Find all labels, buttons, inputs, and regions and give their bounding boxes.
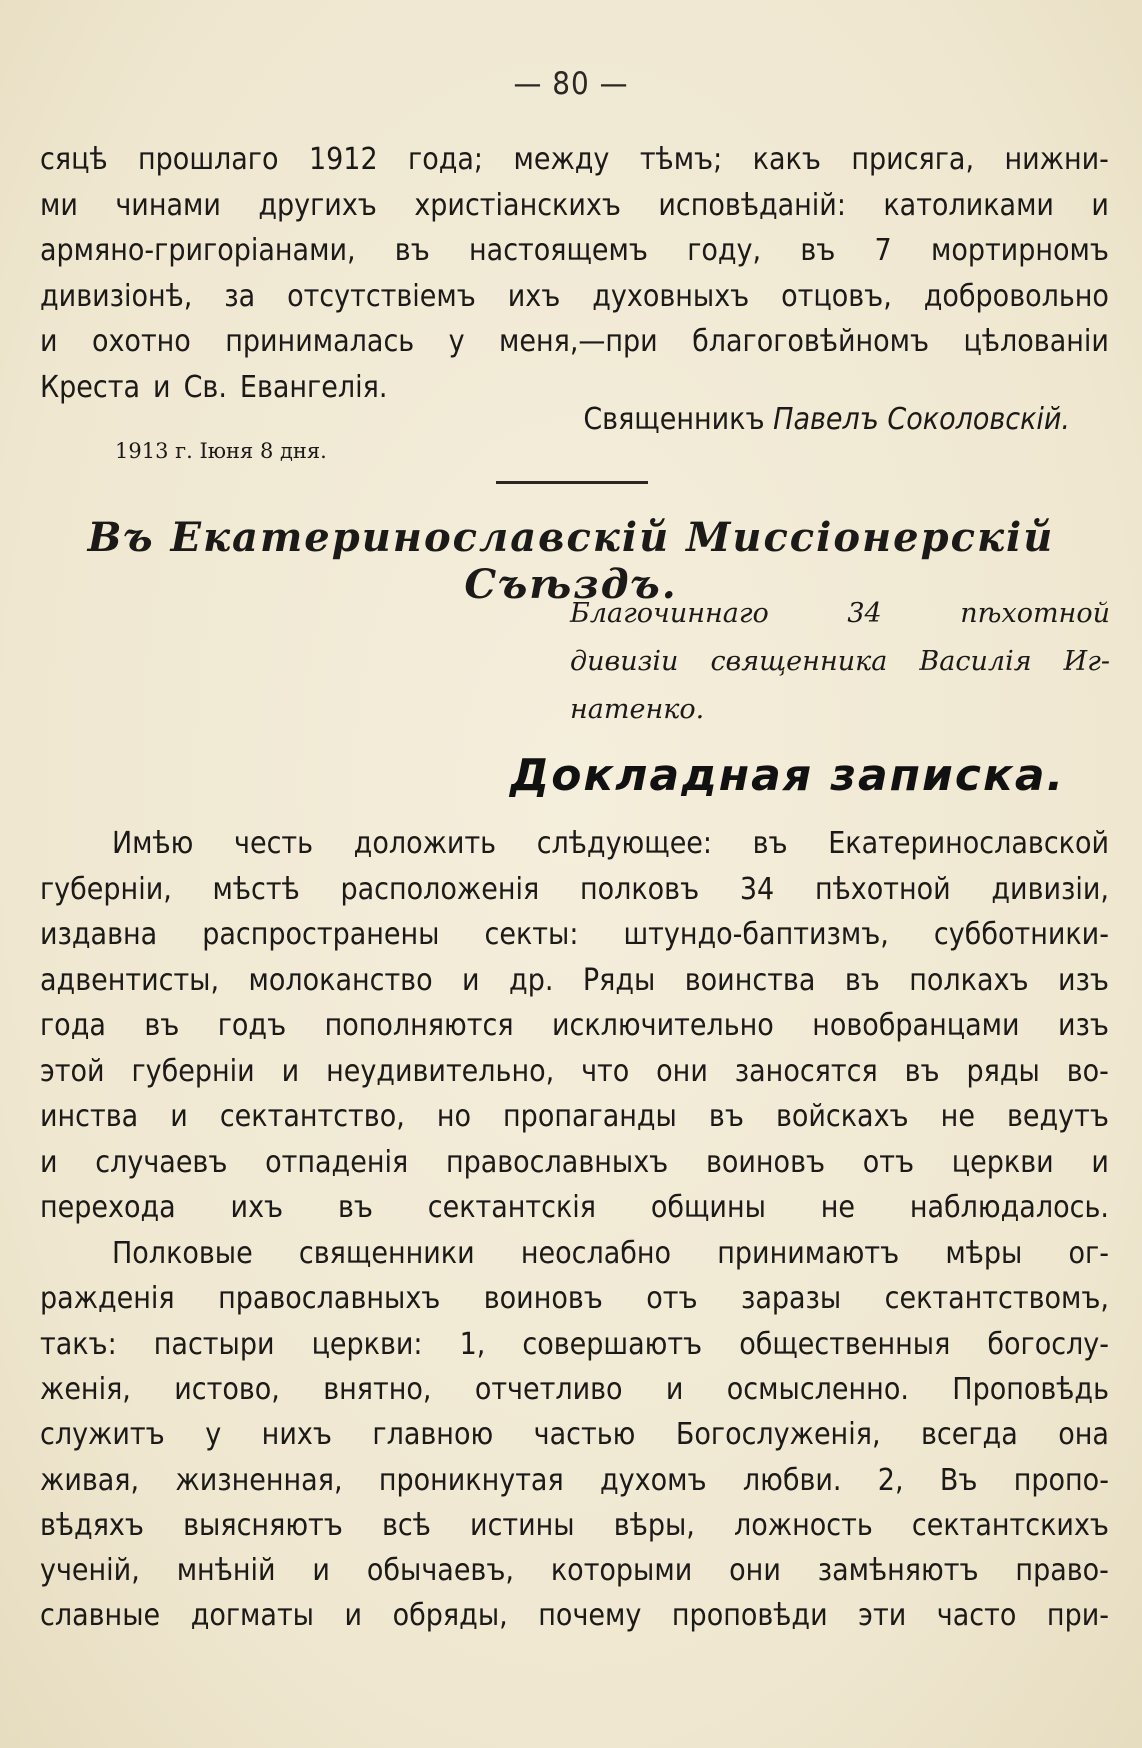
word: заносятся bbox=[734, 1053, 878, 1089]
word: пастыри bbox=[153, 1326, 275, 1362]
word: году, bbox=[687, 233, 762, 268]
word: въ bbox=[708, 1099, 744, 1134]
word: ог- bbox=[1068, 1236, 1109, 1271]
word: новобранцами bbox=[812, 1008, 1020, 1043]
word: они bbox=[656, 1053, 708, 1089]
word: у bbox=[205, 1417, 222, 1453]
word: отсутствіемъ bbox=[287, 278, 476, 314]
word: года; bbox=[408, 142, 484, 177]
text-line bbox=[40, 1411, 1109, 1459]
word: истины bbox=[470, 1507, 575, 1543]
word: губерніи bbox=[131, 1053, 255, 1089]
word: отпаденія bbox=[265, 1144, 409, 1180]
text-line bbox=[40, 1048, 1109, 1096]
author-line bbox=[570, 638, 1110, 686]
word: сяцѣ bbox=[40, 142, 108, 177]
word: и bbox=[40, 324, 58, 359]
word: не bbox=[820, 1190, 856, 1225]
word: мнѣній bbox=[176, 1553, 276, 1589]
word: и bbox=[153, 369, 171, 405]
signature-name: Павелъ Соколовскій. bbox=[773, 402, 1070, 437]
word: мортирномъ bbox=[930, 233, 1109, 268]
word: ученій, bbox=[40, 1553, 140, 1589]
text-line bbox=[40, 1502, 1109, 1550]
word: губерніи, bbox=[40, 871, 172, 907]
word: священника bbox=[710, 646, 888, 677]
signature bbox=[583, 396, 1070, 444]
document-title: Докладная записка. bbox=[510, 750, 1066, 801]
word: Полковые bbox=[112, 1236, 253, 1271]
word: принимаютъ bbox=[717, 1236, 900, 1271]
word: Екатеринославской bbox=[828, 826, 1109, 861]
word: внятно, bbox=[323, 1371, 432, 1407]
word: благоговѣйномъ bbox=[692, 324, 930, 359]
word: дивизіи bbox=[570, 646, 679, 677]
word: церкви bbox=[951, 1144, 1054, 1180]
word: совершаютъ bbox=[522, 1326, 703, 1362]
word: 1, bbox=[459, 1326, 486, 1362]
text-line bbox=[40, 1457, 1109, 1505]
word: нижни- bbox=[1004, 142, 1109, 177]
word: годъ bbox=[217, 1008, 287, 1043]
word: священники bbox=[298, 1236, 475, 1271]
word: осмысленно. bbox=[726, 1371, 909, 1407]
word: принималась bbox=[225, 324, 415, 359]
word: года bbox=[40, 1008, 106, 1043]
word: православныхъ bbox=[445, 1144, 669, 1180]
word: 7 bbox=[874, 233, 892, 268]
word: христіанскихъ bbox=[414, 187, 621, 223]
word: мѣры bbox=[945, 1236, 1023, 1271]
text-line bbox=[40, 1093, 1109, 1141]
word: жизненная, bbox=[175, 1462, 343, 1498]
word: пополняются bbox=[324, 1008, 514, 1043]
word: случаевъ bbox=[95, 1144, 228, 1180]
word: добровольно bbox=[923, 278, 1109, 314]
word: неудивительно, bbox=[326, 1053, 555, 1089]
word: неослабно bbox=[520, 1236, 672, 1271]
word: 34 bbox=[739, 871, 775, 907]
word: Креста bbox=[40, 369, 141, 405]
word: штундо-баптизмъ, bbox=[623, 917, 889, 952]
word: въ bbox=[394, 233, 430, 268]
word: живая, bbox=[40, 1462, 140, 1498]
word: при- bbox=[1046, 1598, 1109, 1634]
word: вѣдяхъ bbox=[40, 1507, 144, 1543]
word: дивизіонѣ, bbox=[40, 278, 193, 314]
word: право- bbox=[1015, 1553, 1109, 1589]
word: въ bbox=[844, 962, 880, 998]
word: сектантствомъ, bbox=[884, 1281, 1109, 1317]
word: Василія bbox=[919, 646, 1032, 677]
page-number: — 80 — bbox=[513, 66, 629, 102]
text-line bbox=[40, 1366, 1109, 1414]
word: женія, bbox=[40, 1371, 131, 1407]
word: всѣ bbox=[381, 1507, 431, 1543]
text-line bbox=[40, 866, 1109, 914]
word: въ bbox=[752, 826, 788, 861]
word: мѣстѣ bbox=[212, 871, 300, 907]
text-line bbox=[40, 1321, 1109, 1369]
word: у bbox=[448, 324, 465, 359]
word: ряды bbox=[966, 1053, 1040, 1089]
word: они bbox=[729, 1553, 781, 1589]
word: Имѣю bbox=[112, 826, 194, 861]
word: католиками bbox=[883, 187, 1054, 223]
word: сектантскія bbox=[427, 1190, 597, 1225]
word: любви. bbox=[742, 1462, 842, 1498]
word: обряды, bbox=[392, 1598, 508, 1634]
word: субботники- bbox=[933, 917, 1109, 952]
word: служитъ bbox=[40, 1417, 165, 1453]
word: и bbox=[665, 1371, 684, 1407]
word: и bbox=[40, 1144, 58, 1180]
word: изъ bbox=[1057, 962, 1109, 998]
word: общественныя bbox=[739, 1326, 951, 1362]
word: армяно-григоріанами, bbox=[40, 233, 356, 268]
word: такъ: bbox=[40, 1326, 117, 1362]
word: часто bbox=[936, 1598, 1017, 1634]
word: этой bbox=[40, 1053, 105, 1089]
word: Проповѣдь bbox=[952, 1371, 1109, 1407]
section-heading: Въ Екатеринославскій Миссіонерскій Съѣздъ. bbox=[87, 514, 1055, 608]
word: она bbox=[1058, 1417, 1109, 1453]
word: настоящемъ bbox=[469, 233, 648, 268]
word: православныхъ bbox=[218, 1281, 441, 1317]
word: что bbox=[581, 1053, 630, 1089]
word: молоканство bbox=[248, 962, 433, 998]
word: проповѣди bbox=[671, 1598, 828, 1634]
word: сектантскихъ bbox=[911, 1507, 1109, 1543]
text-line bbox=[112, 1230, 1109, 1278]
text-line bbox=[112, 820, 1109, 868]
author-block bbox=[570, 590, 1110, 734]
text-line bbox=[40, 911, 1109, 959]
word: Евангелія. bbox=[239, 369, 388, 405]
word: во- bbox=[1066, 1053, 1109, 1089]
word: доложить bbox=[353, 826, 497, 861]
word: почему bbox=[538, 1598, 642, 1634]
word: меня,—при bbox=[498, 324, 658, 359]
text-line bbox=[40, 1547, 1109, 1595]
word: и bbox=[1091, 187, 1109, 223]
word: цѣлованіи bbox=[963, 324, 1109, 359]
word: но bbox=[436, 1099, 471, 1134]
word: ложность bbox=[734, 1507, 873, 1543]
word: церкви: bbox=[311, 1326, 423, 1362]
signature-prefix: Священникъ bbox=[583, 402, 765, 437]
word: духовныхъ bbox=[592, 278, 750, 314]
text-line bbox=[40, 1002, 1109, 1050]
word: изъ bbox=[1057, 1008, 1109, 1043]
word: отчетливо bbox=[474, 1371, 623, 1407]
word: другихъ bbox=[258, 187, 377, 223]
letter-date: 1913 г. Іюня 8 дня. bbox=[115, 439, 327, 463]
word: въ bbox=[800, 233, 836, 268]
word: которыми bbox=[550, 1553, 693, 1589]
word: общины bbox=[650, 1190, 766, 1225]
word: въ bbox=[337, 1190, 373, 1225]
word: натенко. bbox=[570, 694, 705, 725]
word: честь bbox=[234, 826, 314, 861]
text-line bbox=[40, 1184, 1109, 1232]
word: др. bbox=[509, 962, 554, 998]
word: охотно bbox=[91, 324, 191, 359]
text-line bbox=[40, 318, 1109, 366]
text-line bbox=[40, 227, 1109, 275]
word: главною bbox=[372, 1417, 494, 1453]
word: проникнутая bbox=[378, 1462, 564, 1498]
word: нихъ bbox=[261, 1417, 332, 1453]
word: и bbox=[462, 962, 480, 998]
word: Въ bbox=[939, 1462, 978, 1498]
word: Благочиннаго bbox=[570, 598, 769, 629]
text-line bbox=[40, 273, 1109, 321]
word: вѣры, bbox=[613, 1507, 695, 1543]
word: перехода bbox=[40, 1190, 176, 1225]
word: войскахъ bbox=[775, 1099, 909, 1134]
word: 1912 bbox=[308, 142, 378, 177]
word: адвентисты, bbox=[40, 962, 220, 998]
word: ихъ bbox=[507, 278, 561, 314]
word: расположенія bbox=[340, 871, 540, 907]
word: распространены bbox=[202, 917, 440, 952]
word: и bbox=[170, 1099, 188, 1134]
word: пропо- bbox=[1013, 1462, 1109, 1498]
word: исповѣданій: bbox=[658, 187, 846, 223]
word: Св. bbox=[183, 369, 227, 405]
word: инства bbox=[40, 1099, 139, 1134]
text-line bbox=[40, 1139, 1109, 1187]
word: выясняютъ bbox=[183, 1507, 343, 1543]
word: присяга, bbox=[851, 142, 975, 177]
word: догматы bbox=[190, 1598, 314, 1634]
word: заразы bbox=[740, 1281, 842, 1317]
word: богослу- bbox=[987, 1326, 1109, 1362]
author-line bbox=[570, 686, 1110, 734]
word: въ bbox=[144, 1008, 180, 1043]
text-line bbox=[40, 136, 1109, 184]
author-line bbox=[570, 590, 1110, 638]
word: Иг- bbox=[1063, 646, 1110, 677]
word: наблюдалось. bbox=[909, 1190, 1109, 1225]
text-line bbox=[40, 1275, 1109, 1323]
word: отъ bbox=[862, 1144, 915, 1180]
word: 34 bbox=[847, 598, 882, 629]
word: и bbox=[281, 1053, 300, 1089]
word: тѣмъ; bbox=[639, 142, 723, 177]
word: духомъ bbox=[600, 1462, 707, 1498]
word: ведутъ bbox=[1006, 1099, 1109, 1134]
word: сектантство, bbox=[219, 1099, 405, 1134]
word: Ряды bbox=[582, 962, 656, 998]
word: частью bbox=[533, 1417, 636, 1453]
word: чинами bbox=[115, 187, 221, 223]
word: отъ bbox=[646, 1281, 698, 1317]
word: воинства bbox=[684, 962, 816, 998]
word: ихъ bbox=[230, 1190, 284, 1225]
word: и bbox=[312, 1553, 330, 1589]
text-line bbox=[40, 957, 1109, 1005]
section-divider bbox=[496, 481, 648, 484]
word: эти bbox=[858, 1598, 907, 1634]
word: прошлаго bbox=[138, 142, 279, 177]
word: секты: bbox=[484, 917, 579, 952]
word: ражденія bbox=[40, 1281, 175, 1317]
word: обычаевъ, bbox=[366, 1553, 514, 1589]
word: исключительно bbox=[551, 1008, 774, 1043]
word: 2, bbox=[877, 1462, 904, 1498]
text-line bbox=[40, 1592, 1109, 1640]
word: въ bbox=[904, 1053, 940, 1089]
word: воиновъ bbox=[483, 1281, 603, 1317]
word: пѣхотной bbox=[960, 598, 1110, 629]
word: воиновъ bbox=[705, 1144, 826, 1180]
word: какъ bbox=[752, 142, 821, 177]
word: не bbox=[940, 1099, 975, 1134]
word: пропаганды bbox=[503, 1099, 677, 1134]
word: полкахъ bbox=[909, 962, 1029, 998]
word: истово, bbox=[174, 1371, 280, 1407]
word: пѣхотной bbox=[814, 871, 951, 907]
word: и bbox=[1091, 1144, 1109, 1180]
word: дивизіи, bbox=[991, 871, 1109, 907]
word: полковъ bbox=[579, 871, 700, 907]
word: отцовъ, bbox=[781, 278, 892, 314]
word: ми bbox=[40, 187, 78, 223]
word: Богослуженія, bbox=[675, 1417, 881, 1453]
word: слѣдующее: bbox=[536, 826, 713, 861]
word: всегда bbox=[921, 1417, 1018, 1453]
word: замѣняютъ bbox=[817, 1553, 979, 1589]
word: славные bbox=[40, 1598, 161, 1634]
word: за bbox=[224, 278, 256, 314]
text-line bbox=[40, 182, 1109, 230]
word: издавна bbox=[40, 917, 158, 952]
word: между bbox=[513, 142, 610, 177]
word: и bbox=[344, 1598, 363, 1634]
